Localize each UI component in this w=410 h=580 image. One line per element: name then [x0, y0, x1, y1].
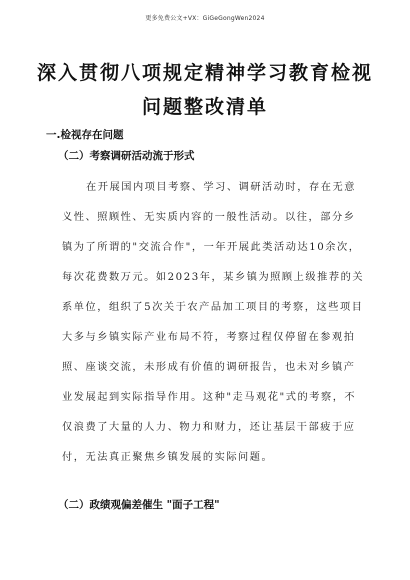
paragraph-line: 照、座谈交流，未形成有价值的调研报告，也未对乡镇产: [62, 362, 356, 373]
subsection-heading: （二）考察调研活动流于形式: [58, 150, 195, 162]
header-note: 更多免费公文+VX：GiGeGongWen2024: [145, 15, 265, 22]
paragraph-line: 付，无法真正聚焦乡镇发展的实际问题。: [62, 452, 274, 463]
paragraph-line: 镇为了所谓的"交流合作"，一年开展此类活动达10余次，: [62, 242, 361, 253]
paragraph-line: 在开展国内项目考察、学习、调研活动时，存在无意: [86, 182, 356, 193]
document-title-line1: 深入贯彻八项规定精神学习教育检视: [36, 62, 373, 84]
paragraph-line: 业发展起到实际指导作用。这种"走马观花"式的考察，不: [62, 392, 357, 403]
paragraph-line: 义性、照顾性、无实质内容的一般性活动。以往，部分乡: [62, 212, 356, 223]
paragraph-line: 仅浪费了大量的人力、物力和财力，还让基层干部疲于应: [62, 422, 356, 433]
paragraph-line: 每次花费数万元。如2023年，某乡镇为照顾上级推荐的关: [62, 272, 365, 283]
section-heading: 一.检视存在问题: [46, 129, 124, 141]
subsection-heading: （二）政绩观偏差催生 "面子工程": [58, 499, 220, 511]
paragraph-line: 系单位，组织了5次关于农产品加工项目的考察，这些项目: [62, 302, 364, 313]
document-title-line2: 问题整改清单: [141, 96, 268, 118]
paragraph-line: 大多与乡镇实际产业布局不符，考察过程仅停留在参观拍: [62, 332, 356, 343]
